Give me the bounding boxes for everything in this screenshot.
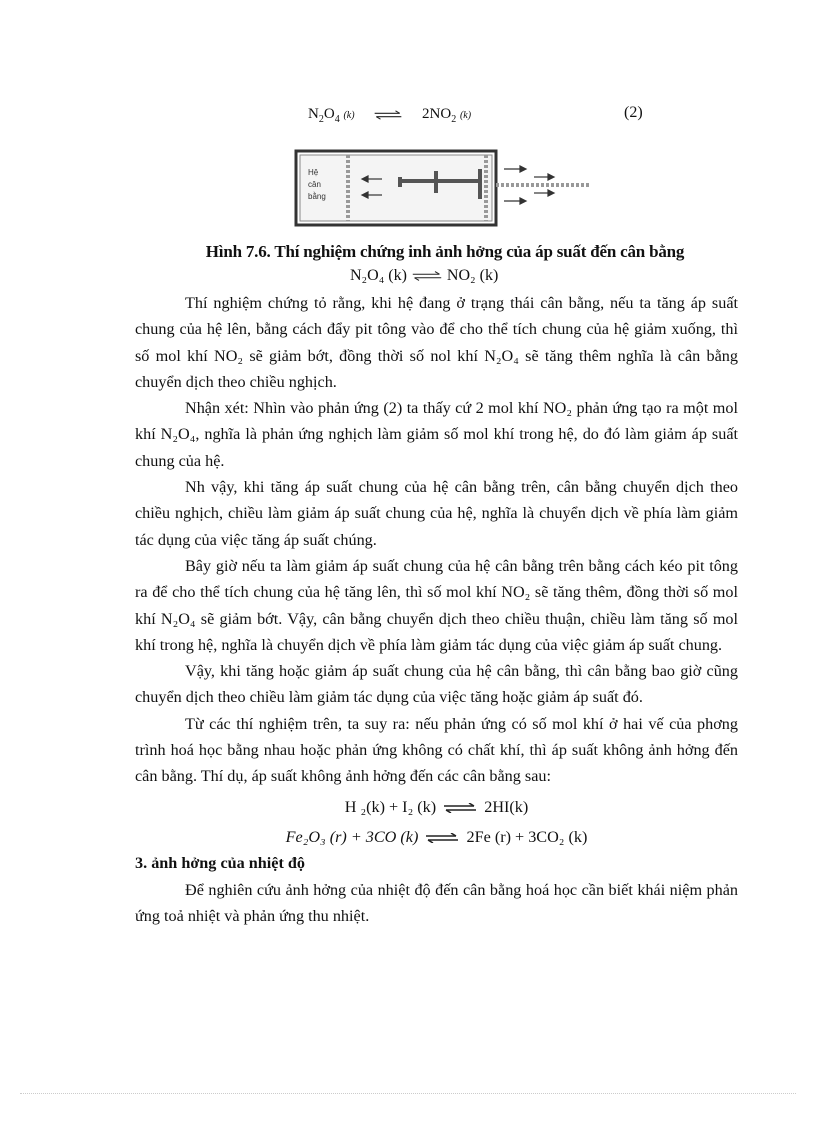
equation-2-right: 2Fe (r) + 3CO₂ (k) xyxy=(466,827,588,846)
section-heading: 3. ảnh hởng của nhiệt độ xyxy=(135,854,305,873)
paragraph-3: Nh vậy, khi tăng áp suất chung của hệ cân bằng trên, cân bằng chuyển dịch theo chiều nghịch, chiều làm giảm áp suất chung của hệ, nghĩa là chuyển dịch về phía làm giảm tác dụng của việc tăng áp suất chúng. xyxy=(135,478,738,549)
figure-label-3: bằng xyxy=(308,192,326,201)
paragraph-6: Từ các thí nghiệm trên, ta suy ra: nếu phản ứng có số mol khí ở hai vế của phơng trình hoá học bằng nhau hoặc phản ứng không có chất khí, thì áp suất không ảnh hởng đến cân bằng. Thí dụ, áp suất không ảnh hởng đến các cân bằng sau: xyxy=(135,714,738,786)
paragraph-2: Nhận xét: Nhìn vào phản ứng (2) ta thấy cứ 2 mol khí NO₂ phản ứng tạo ra một mol khí N₂O₄, nghĩa là phản ứng nghịch làm giảm số mol khí trong hệ, do đó làm giảm áp suất chung của hệ. xyxy=(135,399,738,470)
paragraph-1: Thí nghiệm chứng tỏ rằng, khi hệ đang ở trạng thái cân bằng, nếu ta tăng áp suất chung của hệ lên, bằng cách đẩy pit tông vào để cho thể tích chung của hệ giảm xuống, thì số mol khí NO₂ sẽ giảm bớt, đồng thời số nol khí N₂O₄ sẽ tăng thêm nghĩa là cân bằng chuyển dịch theo chiều nghịch. xyxy=(135,294,738,391)
paragraph-5: Vậy, khi tăng hoặc giảm áp suất chung của hệ cân bằng, thì cân bằng bao giờ cũng chuyển dịch theo chiều làm giảm tác dụng của việc tăng hoặc giảm áp suất đó. xyxy=(135,662,738,707)
footer-divider xyxy=(20,1093,796,1094)
caption-reactant: N₂O₄ (k) xyxy=(350,267,407,284)
figure-label-1: Hệ xyxy=(308,168,319,177)
figure-caption: Hình 7.6. Thí nghiệm chứng inh ảnh hởng của áp suất đến cân bằng xyxy=(205,242,685,261)
equation-top xyxy=(308,106,471,125)
equation-number: (2) xyxy=(624,104,643,121)
equation-2 xyxy=(135,824,738,850)
caption-equation xyxy=(350,267,498,285)
equation-2-left: Fe₂O₃ (r) + 3CO (k) xyxy=(285,827,419,846)
reactant-sub-1: 2 xyxy=(318,114,324,125)
product: 2NO xyxy=(422,106,452,122)
equation-1 xyxy=(135,794,738,820)
reactant-sub-2: 4 xyxy=(334,114,340,125)
equilibrium-arrow-icon xyxy=(422,833,462,843)
equation-1-right: 2HI(k) xyxy=(484,797,529,816)
reactant-o: O xyxy=(323,106,335,122)
reactant-state: (k) xyxy=(343,110,355,121)
product-sub: 2 xyxy=(451,114,457,125)
body-text xyxy=(135,290,738,929)
paragraph-4: Bây giờ nếu ta làm giảm áp suất chung của hệ cân bằng trên bằng cách kéo pit tông ra để cho thể tích chung của hệ tăng lên, thì số mol khí NO₂ sẽ tăng thêm, đồng thời số mol khí N₂O₄ sẽ giảm bớt. Vậy, cân bằng chuyển dịch theo chiều thuận, chiều làm tăng số mol khí trong hệ, nghĩa là chuyển dịch về phía làm giảm tác dụng của việc giảm áp suất chung. xyxy=(135,556,738,654)
equilibrium-arrow-icon xyxy=(373,110,403,120)
piston-figure xyxy=(294,149,594,227)
equation-1-left: H ₂(k) + I₂ (k) xyxy=(344,797,437,816)
equilibrium-arrow-icon xyxy=(440,803,480,813)
equilibrium-arrow-icon xyxy=(411,271,443,281)
final-paragraph: Để nghiên cứu ảnh hởng của nhiệt độ đến cân bằng hoá học cần biết khái niệm phản ứng toả nhiệt và phản ứng thu nhiệt. xyxy=(135,880,738,925)
caption-product: NO₂ (k) xyxy=(446,267,499,284)
reactant-n: N xyxy=(308,106,319,122)
product-state: (k) xyxy=(459,110,472,121)
figure-label-2: cân xyxy=(308,180,321,189)
